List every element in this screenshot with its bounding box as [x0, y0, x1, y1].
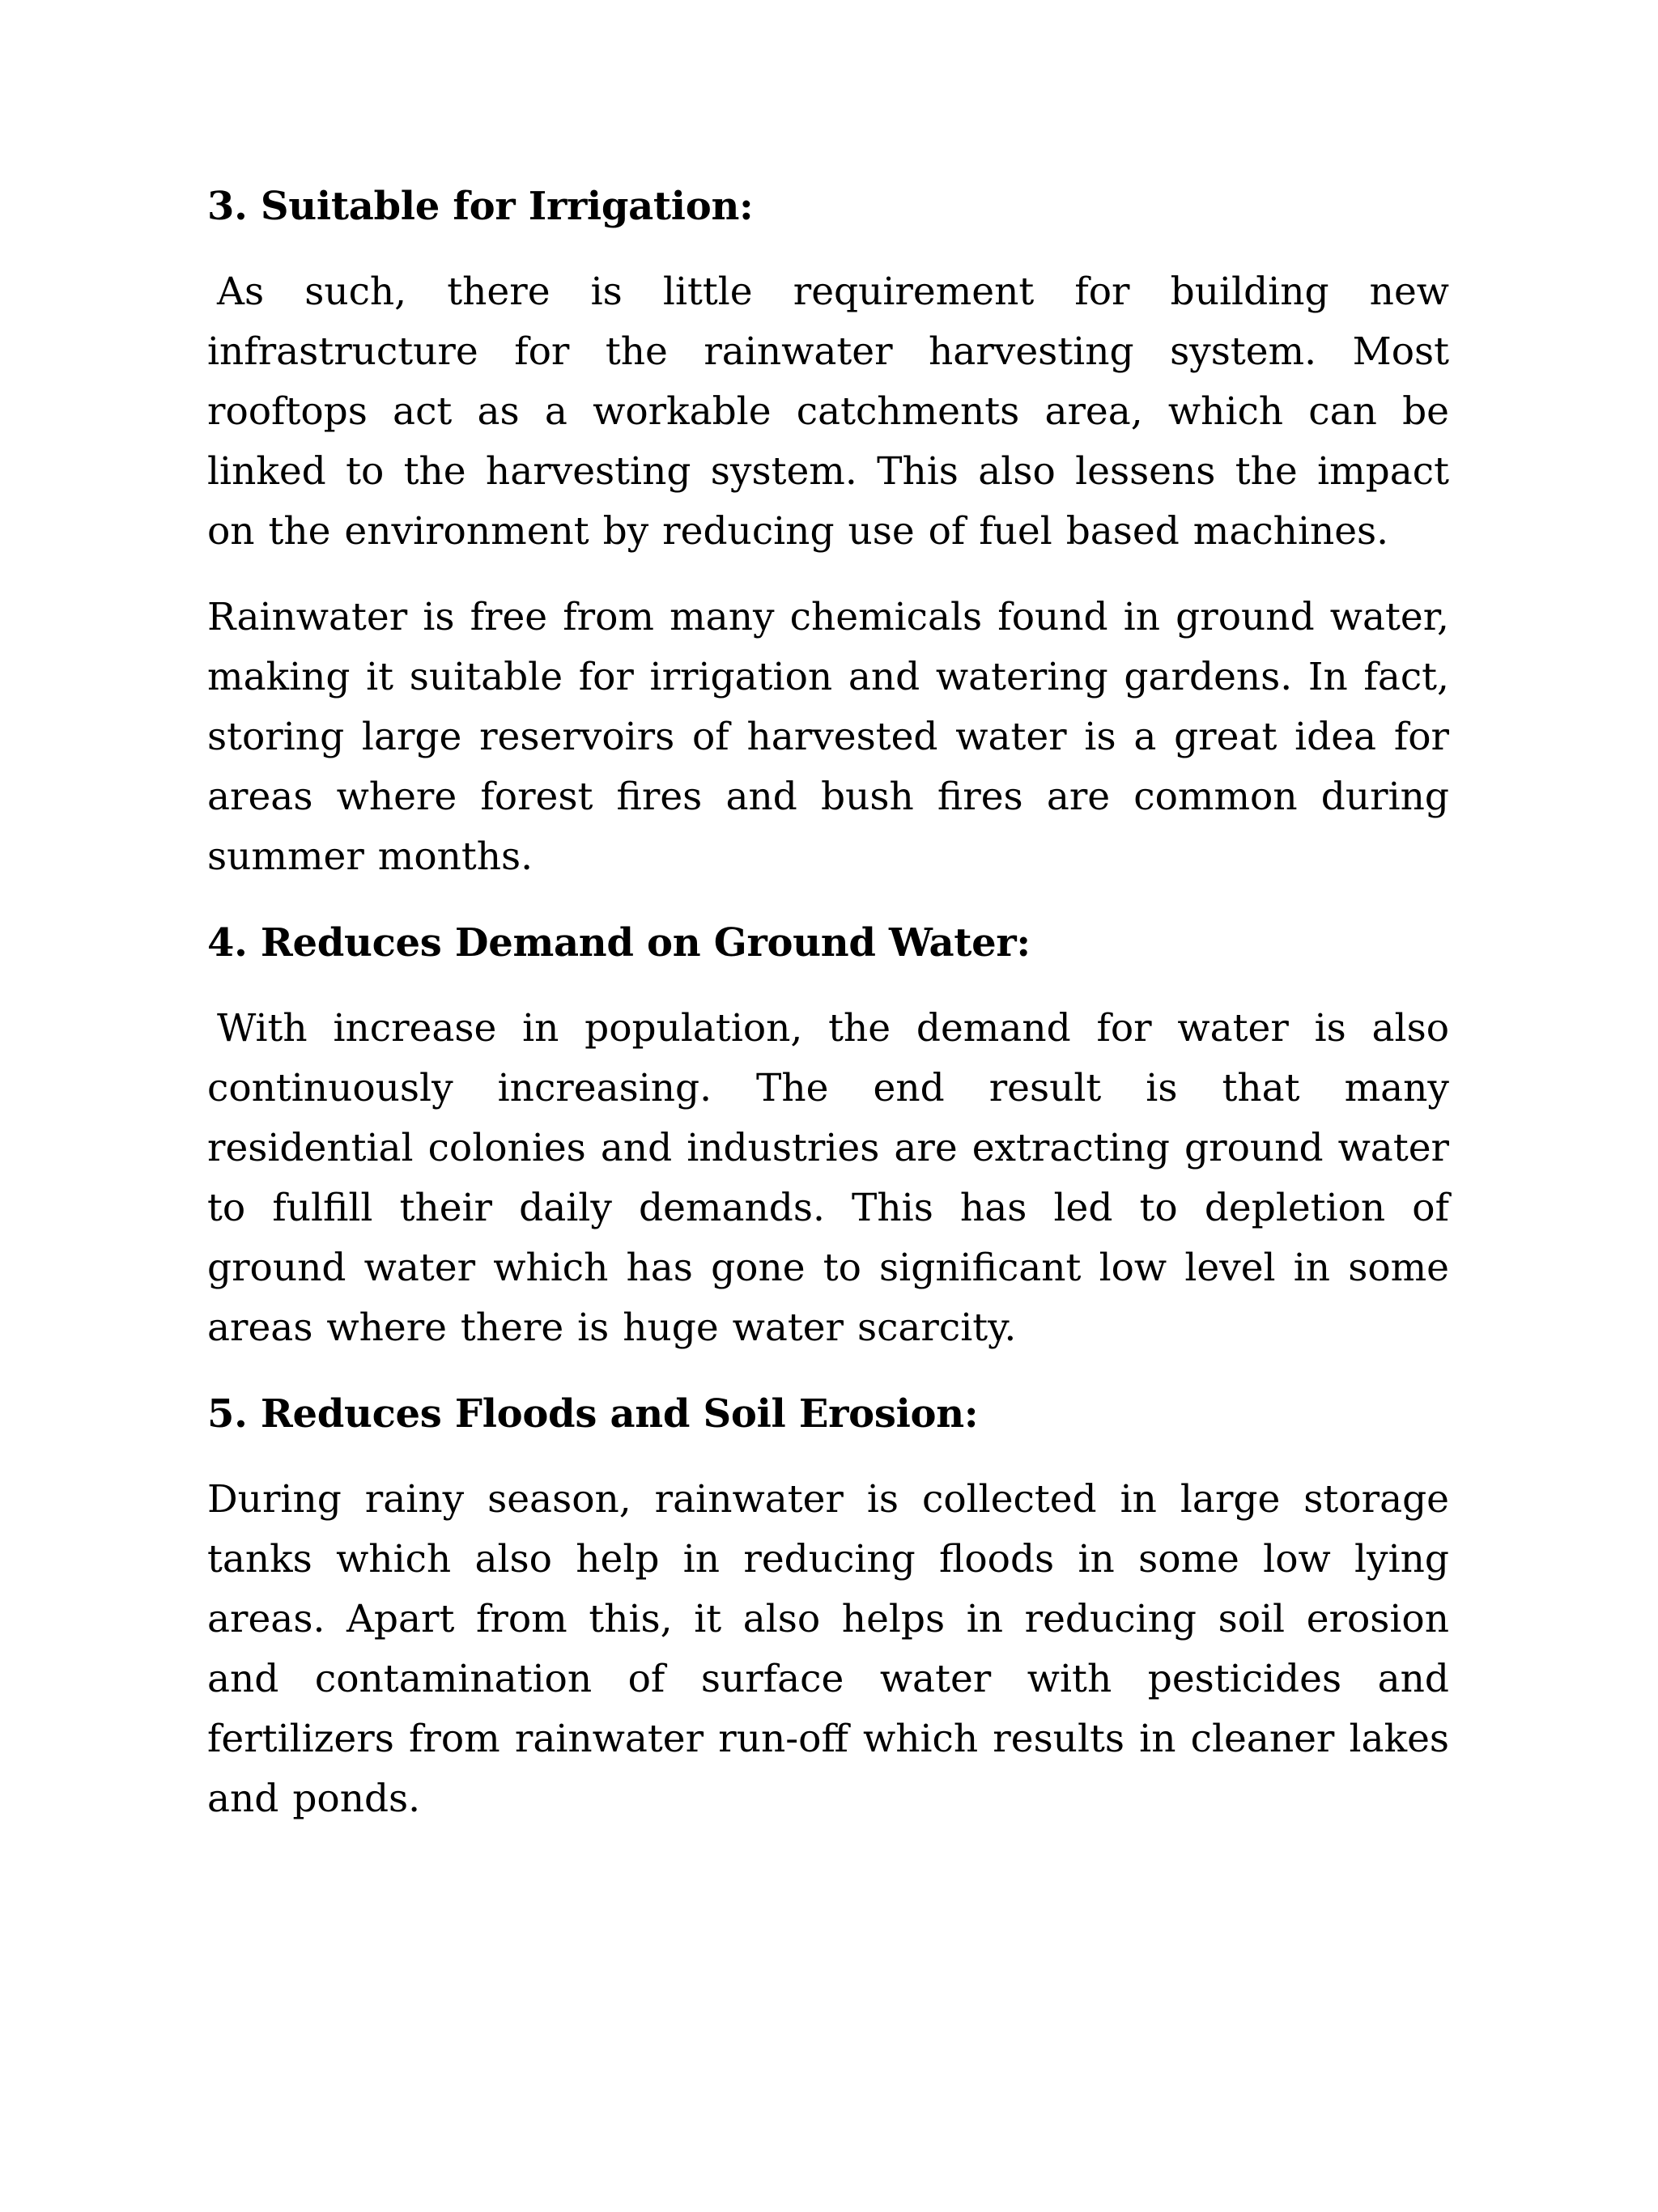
paragraph-rainwater-chemicals: Rainwater is free from many chemicals found in ground water, making it suitable for irrigation and watering gardens. In fact, storing large reservoirs of harvested water is a great idea for areas where forest fires and bush fires are common during summer months. [207, 595, 1449, 879]
section-heading-ground-water: 4. Reduces Demand on Ground Water: [207, 920, 1031, 966]
section-heading-irrigation: 3. Suitable for Irrigation: [207, 184, 754, 229]
section-heading-floods-erosion: 5. Reduces Floods and Soil Erosion: [207, 1391, 979, 1437]
paragraph-rainy-season: During rainy season, rainwater is collected in large storage tanks which also help in reducing floods in some low lying areas. Apart from this, it also helps in reducing soil erosion and contamination of surface water with pesticides and fertilizers from rainwater run-off which results in cleaner lakes and ponds. [207, 1477, 1449, 1821]
paragraph-population-demand: With increase in population, the demand for water is also continuously increasing. The end result is that many residential colonies and industries are extracting ground water to fulfill their daily demands. This has led to depletion of ground water which has gone to significant low level in some areas where there is huge water scarcity. [207, 1006, 1449, 1350]
paragraph-infrastructure: As such, there is little requirement for building new infrastructure for the rainwater harvesting system. Most rooftops act as a workable catchments area, which can be linked to the harvesting system. This also lessens the impact on the environment by reducing use of fuel based machines. [207, 270, 1449, 554]
document-body [207, 176, 1449, 1855]
